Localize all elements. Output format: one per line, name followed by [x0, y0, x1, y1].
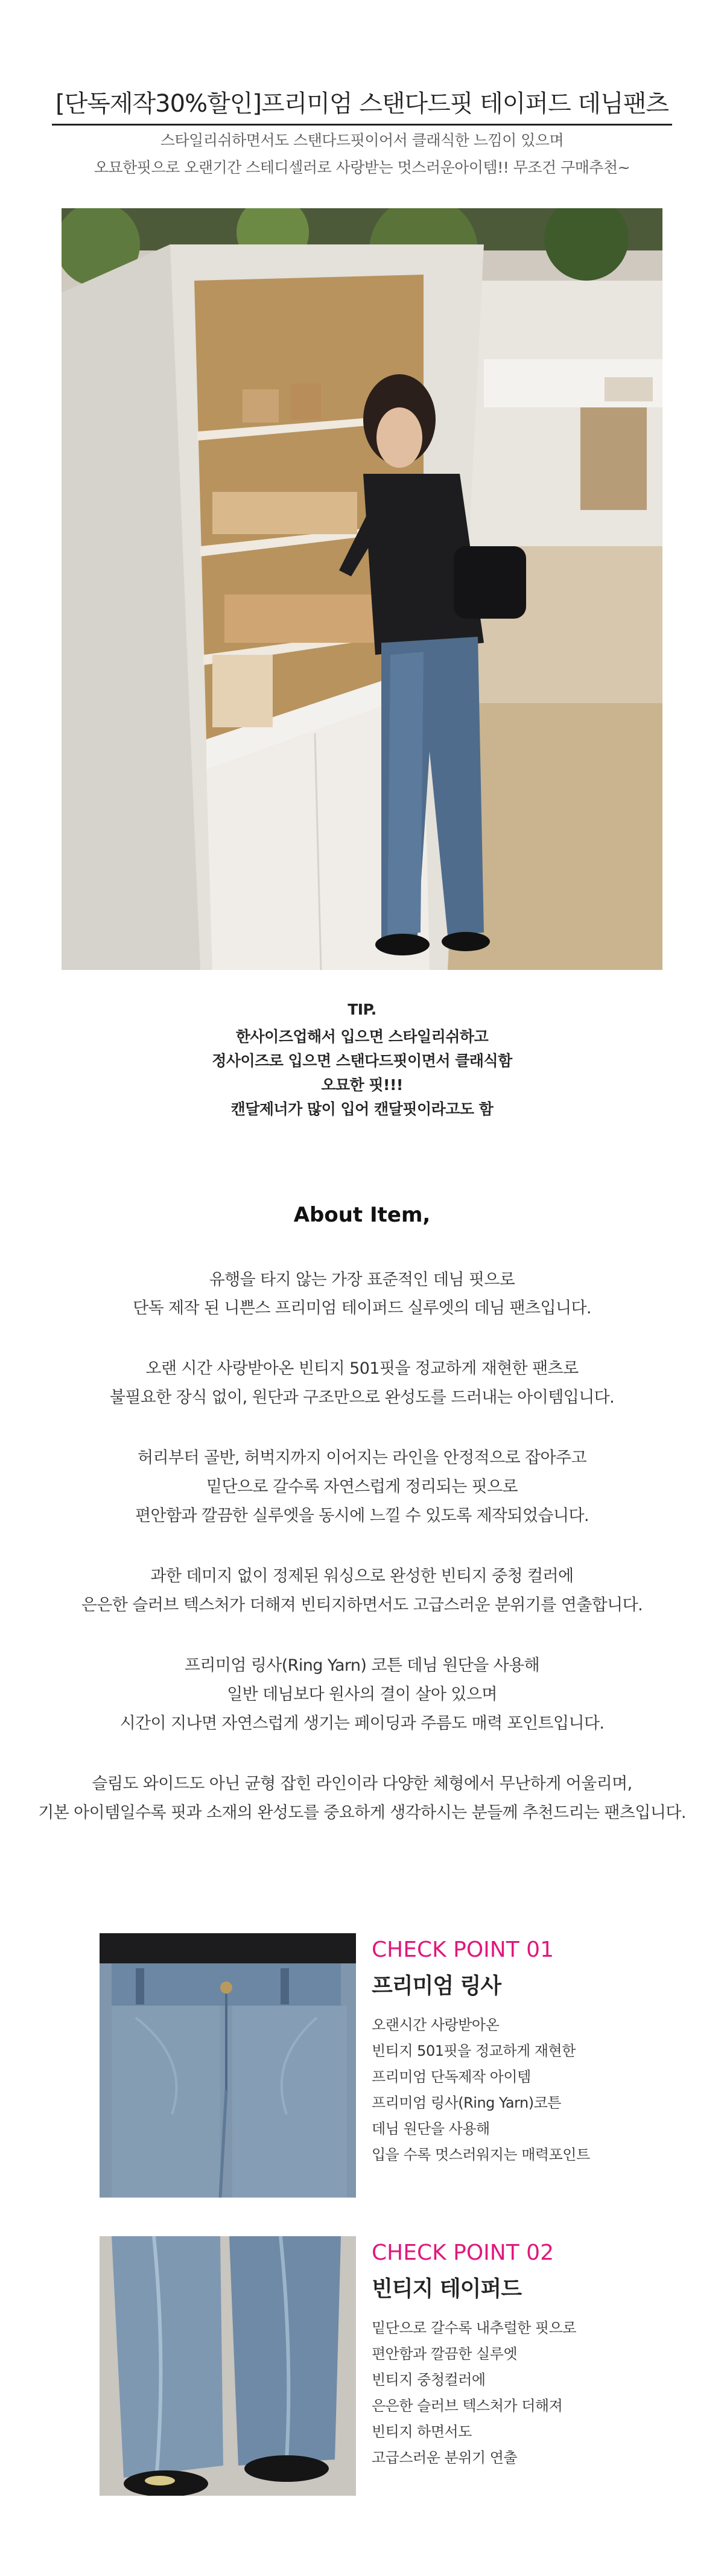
checkpoint-02-line: 고급스러운 분위기 연출 — [372, 2449, 518, 2466]
checkpoint-02-title: 빈티지 테이퍼드 — [372, 2277, 521, 2301]
checkpoint-02-line: 편안함과 깔끔한 실루엣 — [372, 2345, 518, 2362]
checkpoint-01-photo — [100, 1933, 356, 2198]
denim-hem-illustration — [100, 2236, 356, 2496]
subtitle-line-1: 스타일리쉬하면서도 스탠다드핏이어서 클래식한 느낌이 있으며 — [160, 132, 564, 149]
checkpoint-01-line: 데님 원단을 사용해 — [372, 2120, 490, 2137]
about-line: 프리미엄 링사(Ring Yarn) 코튼 데님 원단을 사용해 — [184, 1656, 540, 1675]
checkpoint-02-line: 빈티지 중청컬러에 — [372, 2371, 486, 2388]
checkpoint-02-heading: CHECK POINT 02 — [372, 2240, 554, 2265]
tip-line-2: 정사이즈로 입으면 스탠다드핏이면서 클래식함 — [212, 1052, 512, 1070]
checkpoint-02-line: 밑단으로 갈수록 내추럴한 핏으로 — [372, 2319, 576, 2336]
checkpoint-02-photo — [100, 2236, 356, 2496]
checkpoint-01-heading: CHECK POINT 01 — [372, 1937, 554, 1962]
about-line: 편안함과 깔끔한 실루엣을 동시에 느낄 수 있도록 제작되었습니다. — [135, 1506, 589, 1525]
subtitle-line-2: 오묘한핏으로 오랜기간 스테디셀러로 사랑받는 멋스러운아이템!! 무조건 구매추천~ — [94, 159, 630, 176]
about-line: 오랜 시간 사랑받아온 빈티지 501핏을 정교하게 재현한 팬츠로 — [145, 1359, 579, 1378]
tip-line-3: 오묘한 핏!!! — [321, 1076, 403, 1094]
about-line: 불필요한 장식 없이, 원단과 구조만으로 완성도를 드러내는 아이템입니다. — [109, 1388, 615, 1407]
checkpoint-02-line: 은은한 슬러브 텍스처가 더해져 — [372, 2397, 563, 2414]
product-title: [단독제작30%할인]프리미엄 스탠다드핏 테이퍼드 데님팬츠 — [52, 84, 672, 126]
checkpoint-01-line: 빈티지 501핏을 정교하게 재현한 — [372, 2042, 576, 2059]
checkpoint-01-line: 오랜시간 사랑받아온 — [372, 2016, 500, 2033]
about-line: 유행을 타지 않는 가장 표준적인 데님 핏으로 — [209, 1270, 515, 1289]
denim-waist-illustration — [100, 1933, 356, 2198]
title-wrap — [0, 84, 724, 126]
about-line: 허리부터 골반, 허벅지까지 이어지는 라인을 안정적으로 잡아주고 — [138, 1449, 586, 1467]
about-line: 시간이 지나면 자연스럽게 생기는 페이딩과 주름도 매력 포인트입니다. — [119, 1714, 605, 1733]
tip-line-4: 캔달제너가 많이 입어 캔달핏이라고도 함 — [230, 1100, 494, 1118]
about-line: 단독 제작 된 니쁜스 프리미엄 테이퍼드 실루엣의 데님 팬츠입니다. — [133, 1299, 591, 1318]
checkpoint-01-line: 입을 수록 멋스러워지는 매력포인트 — [372, 2146, 590, 2163]
checkpoint-01-line: 프리미엄 링사(Ring Yarn)코튼 — [372, 2094, 561, 2111]
checkpoint-02-line: 빈티지 하면서도 — [372, 2423, 472, 2440]
about-title: About Item, — [293, 1203, 431, 1227]
tip-line-1: 한사이즈업해서 입으면 스타일리쉬하고 — [235, 1028, 489, 1045]
checkpoint-01-title: 프리미엄 링사 — [372, 1974, 501, 1998]
about-line: 기본 아이템일수록 핏과 소재의 완성도를 중요하게 생각하시는 분들께 추천드리는 팬츠입니다. — [38, 1803, 686, 1822]
about-line: 일반 데님보다 원사의 결이 살아 있으며 — [227, 1685, 497, 1704]
checkpoint-01-line: 프리미엄 단독제작 아이템 — [372, 2068, 531, 2085]
hero-photo — [62, 208, 662, 970]
about-line: 과한 데미지 없이 정제된 워싱으로 완성한 빈티지 중청 컬러에 — [150, 1567, 574, 1586]
about-line: 은은한 슬러브 텍스처가 더해져 빈티지하면서도 고급스러운 분위기를 연출합니다. — [81, 1596, 643, 1615]
hero-illustration — [62, 208, 662, 970]
tip-label: TIP. — [348, 1001, 376, 1018]
about-line: 밑단으로 갈수록 자연스럽게 정리되는 핏으로 — [206, 1478, 518, 1496]
about-line: 슬림도 와이드도 아닌 균형 잡힌 라인이라 다양한 체형에서 무난하게 어울리며, — [92, 1774, 632, 1793]
